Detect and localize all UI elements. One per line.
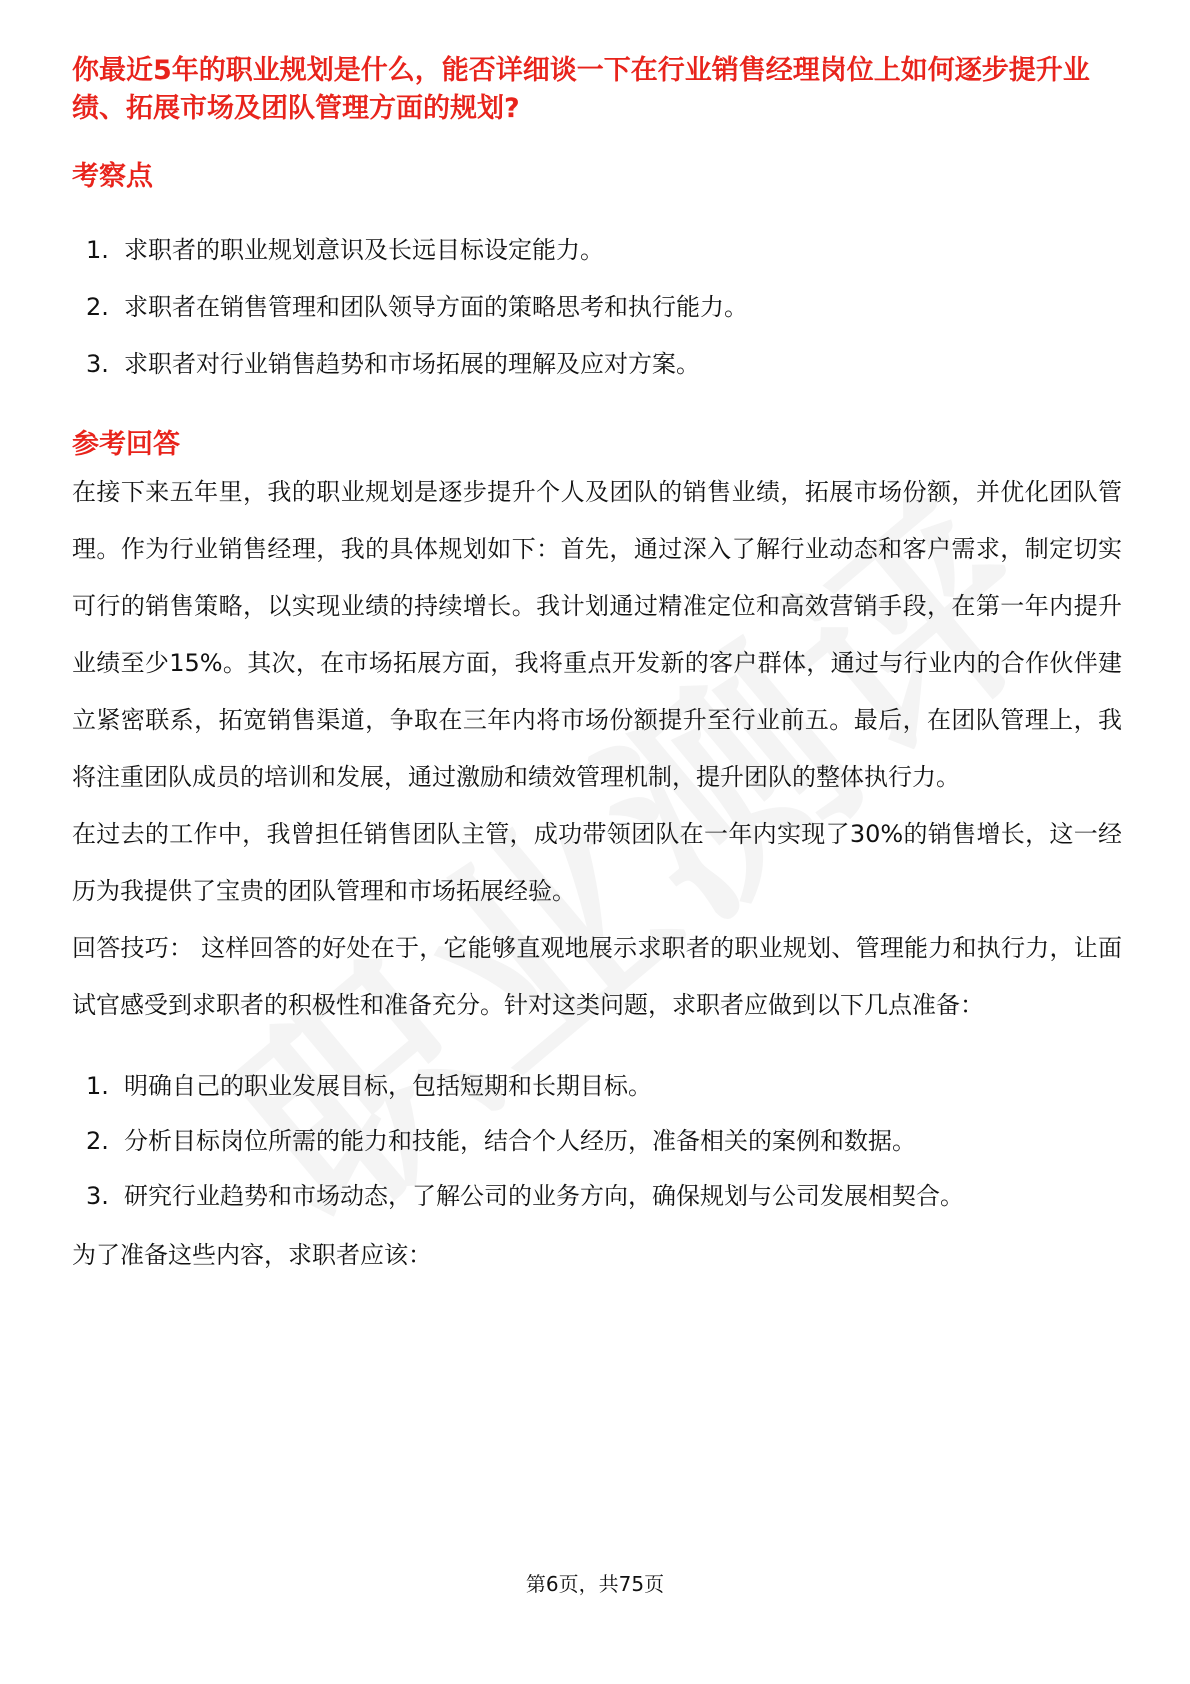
list-item-text: 求职者对行业销售趋势和市场拓展的理解及应对方案。 bbox=[124, 350, 700, 378]
list-item bbox=[72, 340, 1122, 388]
list-item bbox=[72, 226, 1122, 274]
list-item-text: 分析目标岗位所需的能力和技能，结合个人经历，准备相关的案例和数据。 bbox=[124, 1127, 916, 1155]
tips-paragraph: 回答技巧： 这样回答的好处在于，它能够直观地展示求职者的职业规划、管理能力和执行力，让面试官感受到求职者的积极性和准备充分。针对这类问题，求职者应做到以下几点准备： bbox=[72, 934, 1122, 1019]
list-item-text: 求职者的职业规划意识及长远目标设定能力。 bbox=[124, 236, 604, 264]
answer-paragraph: 在接下来五年里，我的职业规划是逐步提升个人及团队的销售业绩，拓展市场份额，并优化团队管理。作为行业销售经理，我的具体规划如下：首先，通过深入了解行业动态和客户需求，制定切实可行的销售策略，以实现业绩的持续增长。我计划通过精准定位和高效营销手段，在第一年内提升业绩至少15%。其次，在市场拓展方面，我将重点开发新的客户群体，通过与行业内的合作伙伴建立紧密联系，拓宽销售渠道，争取在三年内将市场份额提升至行业前五。最后，在团队管理上，我将注重团队成员的培训和发展，通过激励和绩效管理机制，提升团队的整体执行力。 bbox=[72, 478, 1122, 791]
kaocha-list bbox=[72, 226, 1122, 388]
list-item-number: 1. bbox=[86, 236, 109, 264]
document-body bbox=[72, 52, 1122, 1284]
list-item-text: 求职者在销售管理和团队领导方面的策略思考和执行能力。 bbox=[124, 293, 748, 321]
list-item-text: 研究行业趋势和市场动态，了解公司的业务方向，确保规划与公司发展相契合。 bbox=[124, 1182, 964, 1210]
section-title-cankao: 参考回答 bbox=[72, 429, 180, 460]
closing-paragraph: 为了准备这些内容，求职者应该： bbox=[72, 1241, 432, 1269]
list-item bbox=[72, 1062, 1122, 1110]
list-item-number: 1. bbox=[86, 1072, 109, 1100]
section-title-kaocha: 考察点 bbox=[72, 161, 153, 192]
question-heading: 你最近5年的职业规划是什么，能否详细谈一下在行业销售经理岗位上如何逐步提升业绩、拓展市场及团队管理方面的规划? bbox=[72, 55, 1090, 124]
list-item bbox=[72, 283, 1122, 331]
list-item bbox=[72, 1117, 1122, 1165]
list-item-number: 3. bbox=[86, 1182, 109, 1210]
list-item-text: 明确自己的职业发展目标，包括短期和长期目标。 bbox=[124, 1072, 652, 1100]
list-item bbox=[72, 1172, 1122, 1220]
experience-paragraph: 在过去的工作中，我曾担任销售团队主管，成功带领团队在一年内实现了30%的销售增长，这一经历为我提供了宝贵的团队管理和市场拓展经验。 bbox=[72, 820, 1122, 905]
list-item-number: 2. bbox=[86, 1127, 109, 1155]
list-item-number: 2. bbox=[86, 293, 109, 321]
page-footer: 第6页，共75页 bbox=[525, 1572, 665, 1596]
list-item-number: 3. bbox=[86, 350, 109, 378]
tips-list bbox=[72, 1062, 1122, 1220]
